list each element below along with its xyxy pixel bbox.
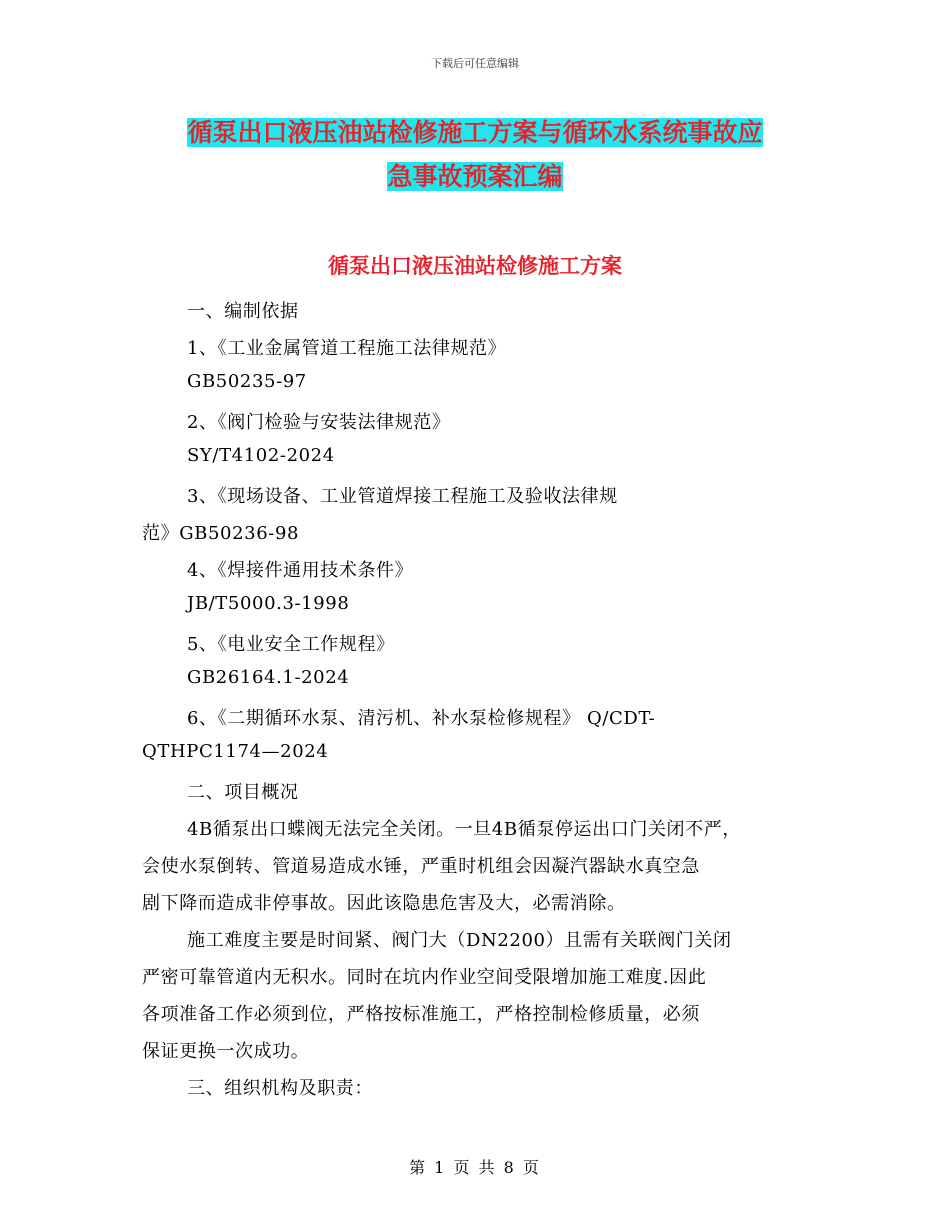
- body-line: QTHPC1174—2024: [142, 741, 329, 762]
- header-note: 下载后可任意编辑: [431, 57, 519, 70]
- body-line: GB50235-97: [187, 371, 307, 392]
- body-line: 5、《电业安全工作规程》: [187, 634, 395, 655]
- body-line: 4、《焊接件通用技术条件》: [187, 560, 414, 581]
- body-line: 剧下降而造成非停事故。因此该隐患危害及大，必需消除。: [142, 893, 626, 914]
- body-line: 三、组织机构及职责：: [187, 1078, 373, 1099]
- body-line: 1、《工业金属管道工程施工法律规范》: [187, 338, 507, 359]
- body-line: 3、《现场设备、工业管道焊接工程施工及验收法律规: [187, 486, 618, 507]
- body-line: JB/T5000.3-1998: [187, 593, 350, 614]
- page-footer: 第 1 页 共 8 页: [409, 1158, 541, 1177]
- body-line: 6、《二期循环水泵、清污机、补水泵检修规程》 Q/CDT-: [187, 708, 656, 729]
- body-line: 施工难度主要是时间紧、阀门大（DN2200）且需有关联阀门关闭: [187, 930, 732, 951]
- body-line: 一、编制依据: [187, 301, 299, 322]
- document-title-line-2-text: 急事故预案汇编: [387, 162, 563, 191]
- body-line: 会使水泵倒转、管道易造成水锤，严重时机组会因凝汽器缺水真空急: [142, 856, 700, 877]
- document-title-line-1-text: 循泵出口液压油站检修施工方案与循环水系统事故应: [187, 118, 763, 147]
- body-line: 4B循泵出口蝶阀无法完全关闭。一旦4B循泵停运出口门关闭不严，: [187, 819, 741, 840]
- body-line: 严密可靠管道内无积水。同时在坑内作业空间受限增加施工难度.因此: [142, 967, 707, 988]
- body-line: 各项准备工作必须到位，严格按标准施工，严格控制检修质量，必须: [142, 1004, 700, 1025]
- body-line: GB26164.1-2024: [187, 667, 350, 688]
- document-title-line-2: [0, 157, 950, 193]
- section-heading: 循泵出口液压油站检修施工方案: [328, 253, 622, 278]
- body-line: SY/T4102-2024: [187, 445, 335, 466]
- body-line: 2、《阀门检验与安装法律规范》: [187, 412, 451, 433]
- body-line: 保证更换一次成功。: [142, 1041, 310, 1062]
- body-line: 范》GB50236-98: [142, 523, 300, 544]
- body-line: 二、项目概况: [187, 782, 299, 803]
- document-title-line-1: [0, 113, 950, 149]
